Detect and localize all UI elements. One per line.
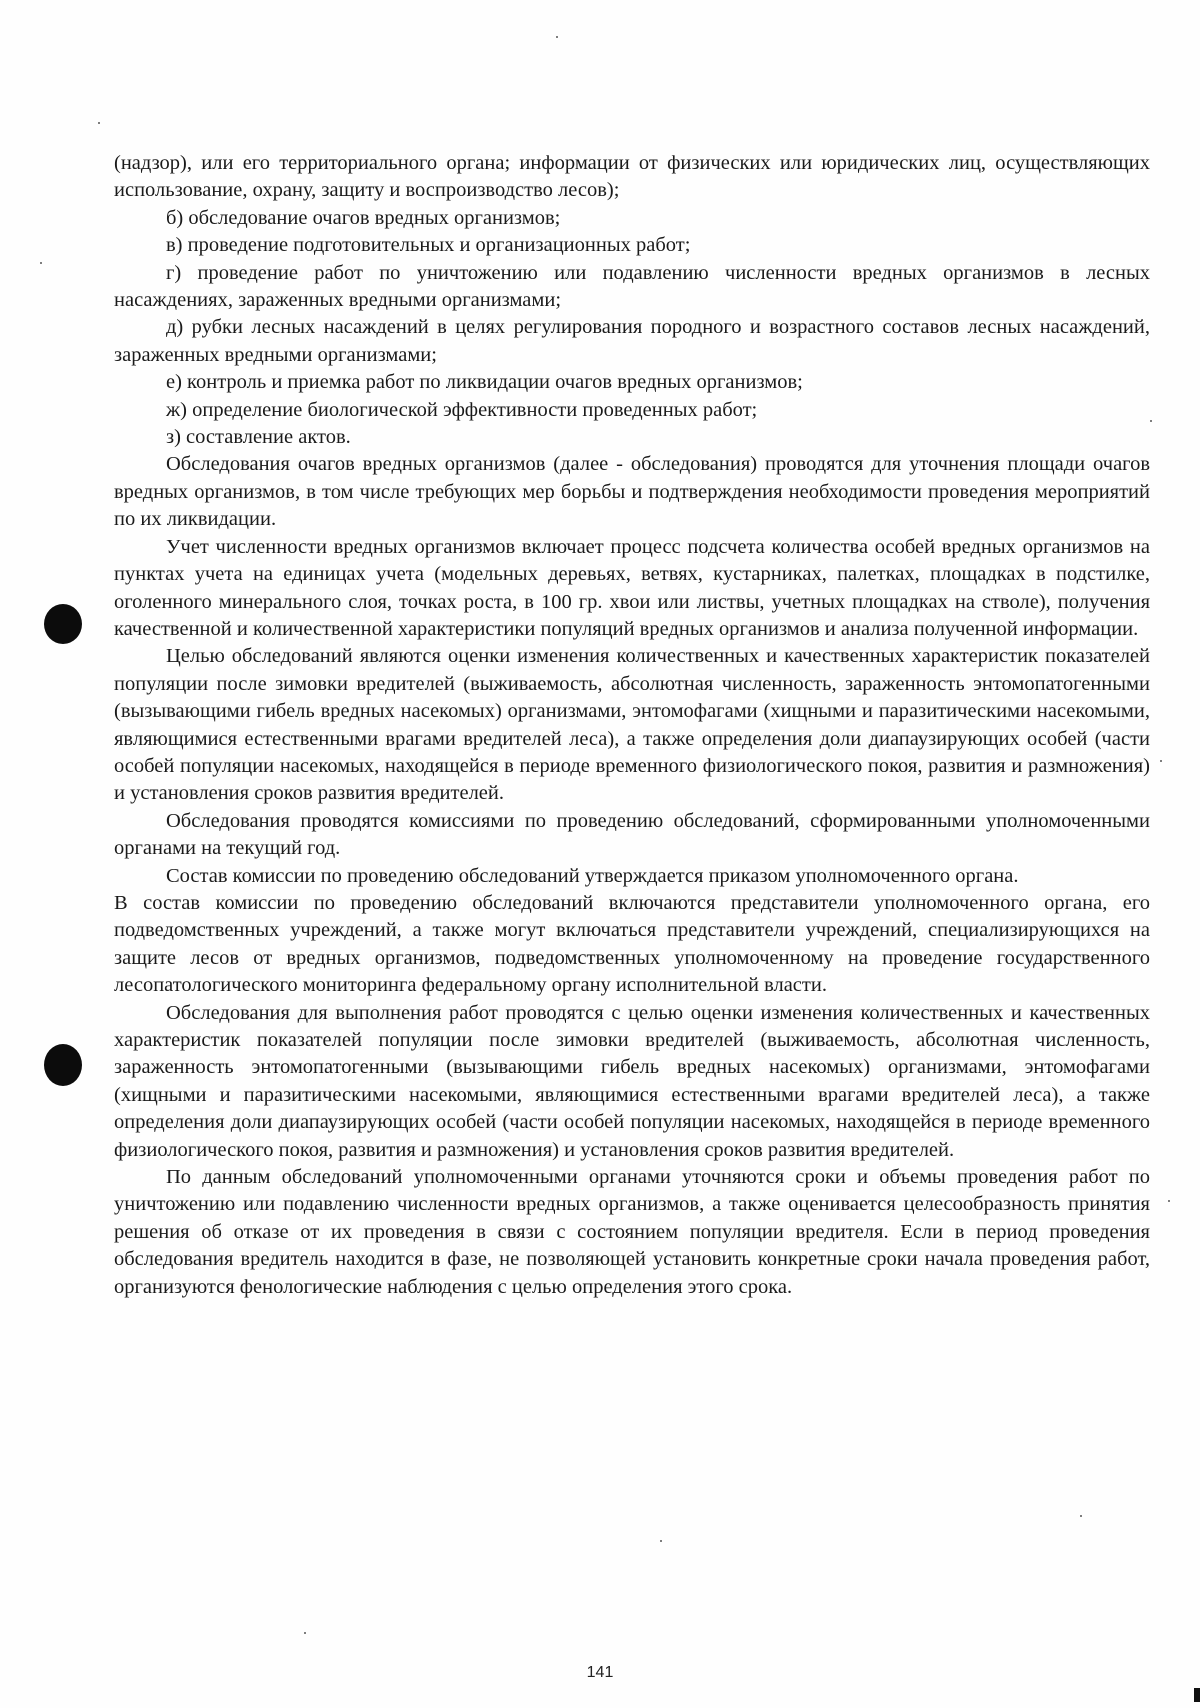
paragraph: Обследования очагов вредных организмов (далее - обследования) проводятся для уточнения площади очагов вредных организмов, в том числе требующих мер борьбы и подтверждения необходимости проведения мероприятий по их ликвидации. bbox=[114, 453, 1150, 531]
paragraph: Состав комиссии по проведению обследований утверждается приказом уполномоченного органа. bbox=[166, 864, 1019, 887]
list-item: б) обследование очагов вредных организмов; bbox=[166, 206, 561, 229]
scan-speck bbox=[98, 122, 100, 124]
scan-speck bbox=[1168, 1200, 1170, 1202]
scan-speck bbox=[40, 262, 42, 264]
list-item: е) контроль и приемка работ по ликвидации очагов вредных организмов; bbox=[166, 371, 803, 394]
paragraph: Обследования проводятся комиссиями по проведению обследований, сформированными уполномоченными органами на текущий год. bbox=[114, 809, 1150, 860]
page-number: 141 bbox=[586, 1664, 614, 1681]
list-item: з) составление актов. bbox=[166, 426, 351, 449]
scan-speck bbox=[1150, 420, 1152, 422]
list-item: д) рубки лесных насаждений в целях регулирования породного и возрастного составов лесных насаждений, зараженных вредными организмами; bbox=[114, 316, 1150, 366]
paragraph: (надзор), или его территориального органа; информации от физических или юридических лиц, осуществляющих использование, охрану, защиту и воспроизводство лесов); bbox=[114, 152, 1150, 202]
list-item: в) проведение подготовительных и организационных работ; bbox=[166, 234, 691, 257]
scan-speck bbox=[304, 1632, 306, 1634]
paragraph: В состав комиссии по проведению обследований включаются представители уполномоченного органа, его подведомственных учреждений, а также могут включаться представители учреждений, специализирующихся на защите лесов от вредных организмов, подведомственных уполномоченному на проведение государственного лесопатологического мониторинга федеральному органу исполнительной власти. bbox=[114, 891, 1150, 997]
document-body bbox=[114, 150, 1150, 1301]
scan-speck bbox=[556, 36, 558, 38]
list-item: ж) определение биологической эффективности проведенных работ; bbox=[166, 398, 758, 421]
scan-speck bbox=[1160, 760, 1162, 762]
list-item: г) проведение работ по уничтожению или подавлению численности вредных организмов в лесных насаждениях, зараженных вредными организмами; bbox=[114, 261, 1150, 312]
scan-speck bbox=[1080, 1515, 1082, 1517]
paragraph: По данным обследований уполномоченными органами уточняются сроки и объемы проведения работ по уничтожению или подавлению численности вредных организмов, а также оценивается целесообразность принятия решения об отказе от их проведения в связи с состоянием популяции вредителя. Если в период проведения обследования вредитель находится в фазе, не позволяющей установить конкретные сроки начала проведения работ, организуются фенологические наблюдения с целью определения этого срока. bbox=[114, 1166, 1150, 1298]
paragraph: Обследования для выполнения работ проводятся с целью оценки изменения количественных и качественных характеристик показателей популяции после зимовки вредителей (выживаемость, абсолютная численность, зараженность энтомопатогенными (вызывающими гибель вредных насекомых) организмами, энтомофагами (хищными и паразитическими насекомыми, являющимися естественными врагами вредителей леса), а также определения доли диапаузирующих особей (части особей популяции насекомых, находящейся в периоде временного физиологического покоя, развития и размножения) и установления сроков развития вредителей. bbox=[114, 1001, 1150, 1161]
punch-hole-mark bbox=[44, 1044, 82, 1086]
punch-hole-mark bbox=[44, 604, 82, 644]
scan-speck bbox=[660, 1540, 662, 1542]
paragraph: Целью обследований являются оценки изменения количественных и качественных характеристик показателей популяции после зимовки вредителей (выживаемость, абсолютная численность, зараженность энтомопатогенными (вызывающими гибель вредных насекомых) организмами, энтомофагами (хищными и паразитическими насекомыми, являющимися естественными врагами вредителей леса), а также определения доли диапаузирующих особей (части особей популяции насекомых, находящейся в периоде временного физиологического покоя, развития и размножения) и установления сроков развития вредителей. bbox=[114, 645, 1150, 805]
scan-edge-mark bbox=[1194, 1688, 1200, 1702]
paragraph: Учет численности вредных организмов включает процесс подсчета количества особей вредных организмов на пунктах учета на единицах учета (модельных деревьях, ветвях, кустарниках, палетках, площадках в подстилке, оголенного минерального слоя, точках роста, в 100 гр. хвои или листвы, учетных площадках на стволе), получения качественной и количественной характеристики популяций вредных организмов и анализа полученной информации. bbox=[114, 535, 1150, 640]
